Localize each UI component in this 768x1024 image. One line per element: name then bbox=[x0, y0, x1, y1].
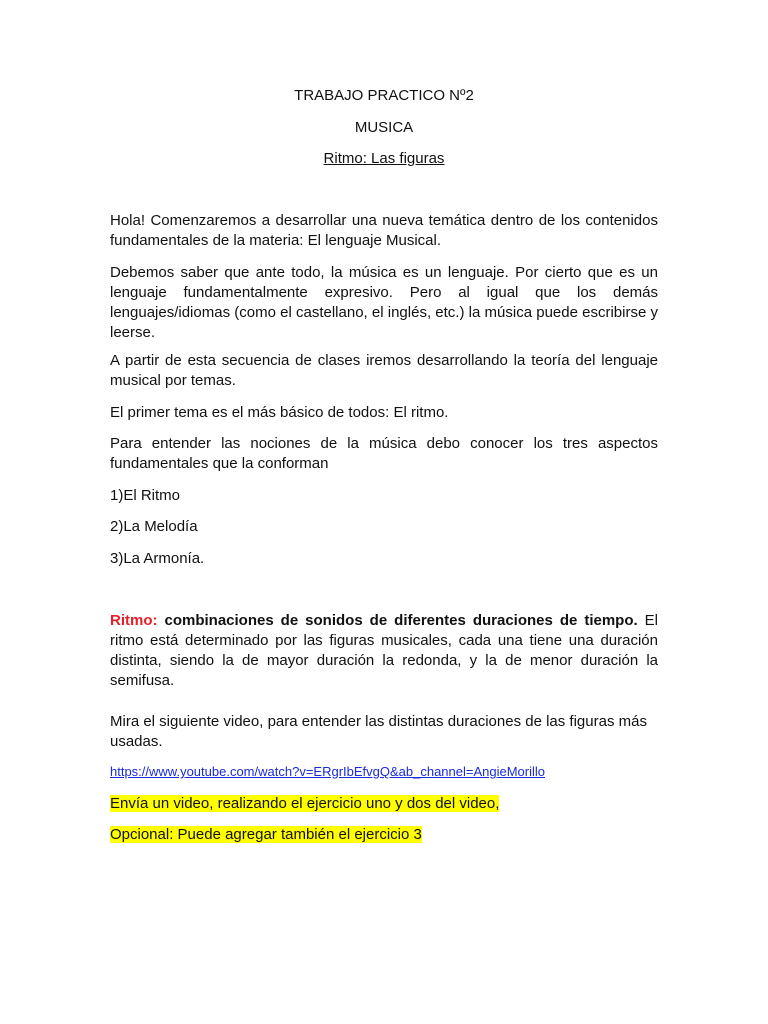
list-item-armonia: 3)La Armonía. bbox=[110, 550, 205, 567]
paragraph-sequence: A partir de esta secuencia de clases iremos desarrollando la teoría del lenguaje musical por temas. bbox=[110, 352, 658, 389]
video-link-line bbox=[110, 762, 658, 782]
task-line bbox=[110, 794, 658, 814]
task-highlight: Envía un video, realizando el ejercicio uno y dos del video, bbox=[110, 795, 500, 812]
optional-line bbox=[110, 825, 658, 845]
paragraph-language: Debemos saber que ante todo, la música es un lenguaje. Por cierto que es un lenguaje fundamentalmente expresivo. Pero al igual que los demás lenguajes/idiomas (como el castellano, el inglés, etc.) la música puede escribirse y leerse. bbox=[110, 264, 658, 341]
topic-heading bbox=[0, 149, 768, 169]
optional-highlight: Opcional: Puede agregar también el ejercicio 3 bbox=[110, 826, 422, 843]
list-item-ritmo: 1)El Ritmo bbox=[110, 487, 181, 504]
document-title: TRABAJO PRACTICO Nº2 bbox=[294, 87, 474, 104]
subject-heading: MUSICA bbox=[354, 119, 414, 136]
definition-text: El ritmo está determinado por las figuras musicales, cada una tiene una duración distinta, siendo la de mayor duración la redonda, y la de menor duración la semifusa. bbox=[110, 612, 659, 689]
definition-term: Ritmo: bbox=[110, 612, 158, 629]
video-link[interactable]: https://www.youtube.com/watch?v=ERgrIbEfvgQ&ab_channel=AngieMorillo bbox=[110, 764, 546, 779]
paragraph-definition bbox=[110, 611, 658, 691]
paragraph-aspects: Para entender las nociones de la música debo conocer los tres aspectos fundamentales que la conforman bbox=[110, 435, 658, 472]
list-item-melodia: 2)La Melodía bbox=[110, 518, 198, 535]
definition-bold-text: combinaciones de sonidos de diferentes duraciones de tiempo. bbox=[164, 612, 638, 629]
topic-heading-text: Ritmo: Las figuras bbox=[323, 150, 445, 167]
paragraph-video-intro: Mira el siguiente video, para entender las distintas duraciones de las figuras más usadas. bbox=[110, 713, 647, 750]
paragraph-first-topic: El primer tema es el más básico de todos: El ritmo. bbox=[110, 404, 449, 421]
paragraph-intro: Hola! Comenzaremos a desarrollar una nueva temática dentro de los contenidos fundamentales de la materia: El lenguaje Musical. bbox=[110, 212, 658, 249]
